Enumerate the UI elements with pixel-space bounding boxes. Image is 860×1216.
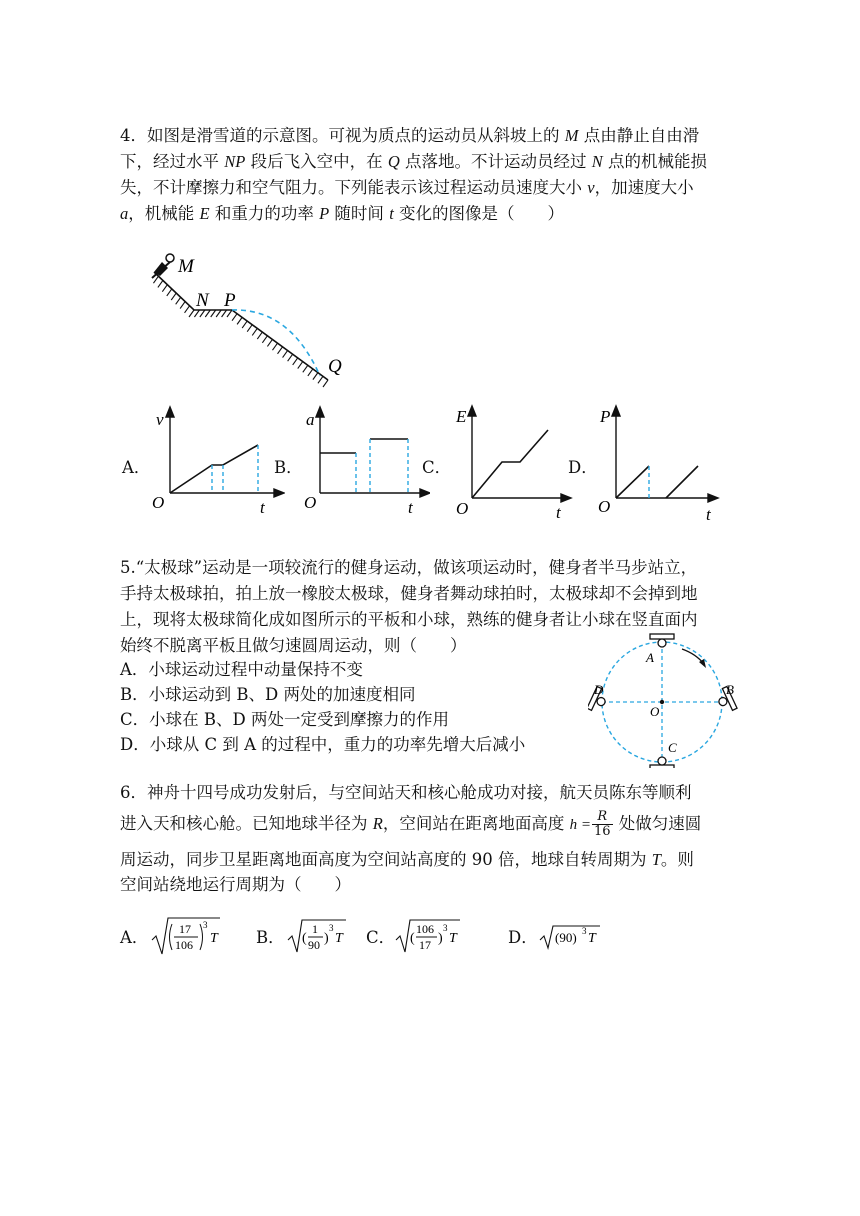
graph-a-ylabel: v	[156, 410, 164, 429]
opt-d-T: T	[588, 931, 596, 946]
q4-line-4: a，机械能 E 和重力的功率 P 随时间 t 变化的图像是（ ）	[120, 204, 565, 223]
svg-text:): )	[438, 931, 443, 946]
graph-b-xlabel: t	[408, 498, 413, 515]
slope-surface	[154, 272, 328, 380]
q4-option-c-graph[interactable]	[450, 400, 575, 522]
svg-text:3: 3	[443, 923, 448, 933]
graph-c-origin: O	[456, 499, 469, 518]
taiji-ball-figure	[588, 632, 756, 768]
q4-option-a-label[interactable]: A．	[122, 458, 151, 477]
q4-line-1: 4．如图是滑雪道的示意图。可视为质点的运动员从斜坡上的 M 点由静止自由滑	[120, 126, 700, 145]
paddle-bottom	[650, 757, 674, 768]
q5-option-d[interactable]: D．小球从 C 到 A 的过程中，重力的功率先增大后减小	[120, 735, 526, 754]
graph-a-xlabel: t	[260, 498, 265, 515]
q4-line-3: 失，不计摩擦力和空气阻力。下列能表示该过程运动员速度大小 v，加速度大小	[120, 178, 694, 197]
opt-a-den: 106	[175, 938, 193, 952]
opt-b-T: T	[335, 931, 343, 946]
graph-a-origin: O	[152, 493, 165, 512]
q5-line-1: 5.“太极球”运动是一项较流行的健身运动，做该项运动时，健身者半马步站立，	[120, 558, 698, 577]
q6-line-2: 进入天和核心舱。已知地球半径为 R，空间站在距离地面高度 h = $\frac{R}{16}$ 处做匀速圆	[120, 809, 702, 839]
label-Q: Q	[328, 356, 342, 377]
ski-slope-figure	[140, 248, 370, 398]
q6-line-4: 空间站绕地运行周期为（ ）	[120, 875, 351, 894]
svg-text:(: (	[302, 931, 307, 946]
q5-option-b[interactable]: B．小球运动到 B、D 两处的加速度相同	[120, 685, 416, 704]
graph-b-origin: O	[304, 493, 317, 512]
q5-line-2: 手持太极球拍，拍上放一橡胶太极球，健身者舞动球拍时，太极球却不会掉到地	[120, 584, 698, 603]
graph-d-xlabel: t	[706, 505, 711, 522]
label-P: P	[224, 290, 236, 311]
graph-c-line	[472, 430, 548, 498]
label-O: O	[650, 704, 660, 719]
q4-option-d-graph[interactable]	[594, 400, 724, 522]
graph-c-ylabel: E	[456, 407, 467, 426]
label-D: D	[594, 682, 604, 697]
q4-option-a-graph[interactable]	[150, 405, 285, 515]
graph-d-ylabel: P	[600, 407, 611, 426]
h-fraction: $\frac{R}{16}$	[593, 809, 611, 839]
opt-c-T: T	[449, 931, 457, 946]
opt-a-num: 17	[179, 922, 191, 936]
opt-b-num: 1	[312, 922, 318, 936]
q5-line-4: 始终不脱离平板且做匀速圆周运动，则（ ）	[120, 636, 467, 655]
q4-line-2: 下，经过水平 NP 段后飞入空中，在 Q 点落地。不计运动员经过 N 点的机械能损	[120, 152, 708, 171]
graph-b-ylabel: a	[306, 410, 315, 429]
q6-line-1: 6．神舟十四号成功发射后，与空间站天和核心舱成功对接，航天员陈东等顺利	[120, 783, 692, 802]
q4-option-c-label[interactable]: C．	[422, 458, 452, 477]
q5-option-c[interactable]: C．小球在 B、D 两处一定受到摩擦力的作用	[120, 710, 449, 729]
opt-c-den: 17	[419, 938, 431, 952]
graph-c-xlabel: t	[556, 503, 561, 522]
label-A: A	[646, 650, 654, 665]
graph-d-origin: O	[598, 497, 611, 516]
svg-text:): )	[324, 931, 329, 946]
label-B: B	[726, 682, 734, 697]
q4-option-b-label[interactable]: B．	[274, 458, 303, 477]
opt-b-den: 90	[308, 938, 320, 952]
opt-c-num: 106	[416, 922, 434, 936]
opt-a-T: T	[210, 931, 218, 946]
q5-option-a[interactable]: A．小球运动过程中动量保持不变	[120, 660, 363, 679]
q4-option-d-label[interactable]: D．	[568, 458, 598, 477]
svg-text:(: (	[410, 931, 415, 946]
opt-d-inner: (90)	[555, 930, 577, 945]
q6-line-3: 周运动，同步卫星距离地面高度为空间站高度的 90 倍，地球自转周期为 T。则	[120, 850, 694, 869]
q5-line-3: 上，现将太极球简化成如图所示的平板和小球，熟练的健身者让小球在竖直面内	[120, 610, 698, 629]
graph-a-line	[170, 445, 258, 493]
paddle-top	[650, 634, 674, 647]
svg-text:3: 3	[203, 920, 208, 930]
skier-icon	[152, 254, 174, 278]
label-C: C	[668, 740, 677, 755]
label-M: M	[178, 256, 194, 277]
q4-option-b-graph[interactable]	[300, 405, 430, 515]
svg-text:3: 3	[329, 923, 334, 933]
svg-text:3: 3	[582, 926, 587, 936]
label-N: N	[196, 290, 209, 311]
